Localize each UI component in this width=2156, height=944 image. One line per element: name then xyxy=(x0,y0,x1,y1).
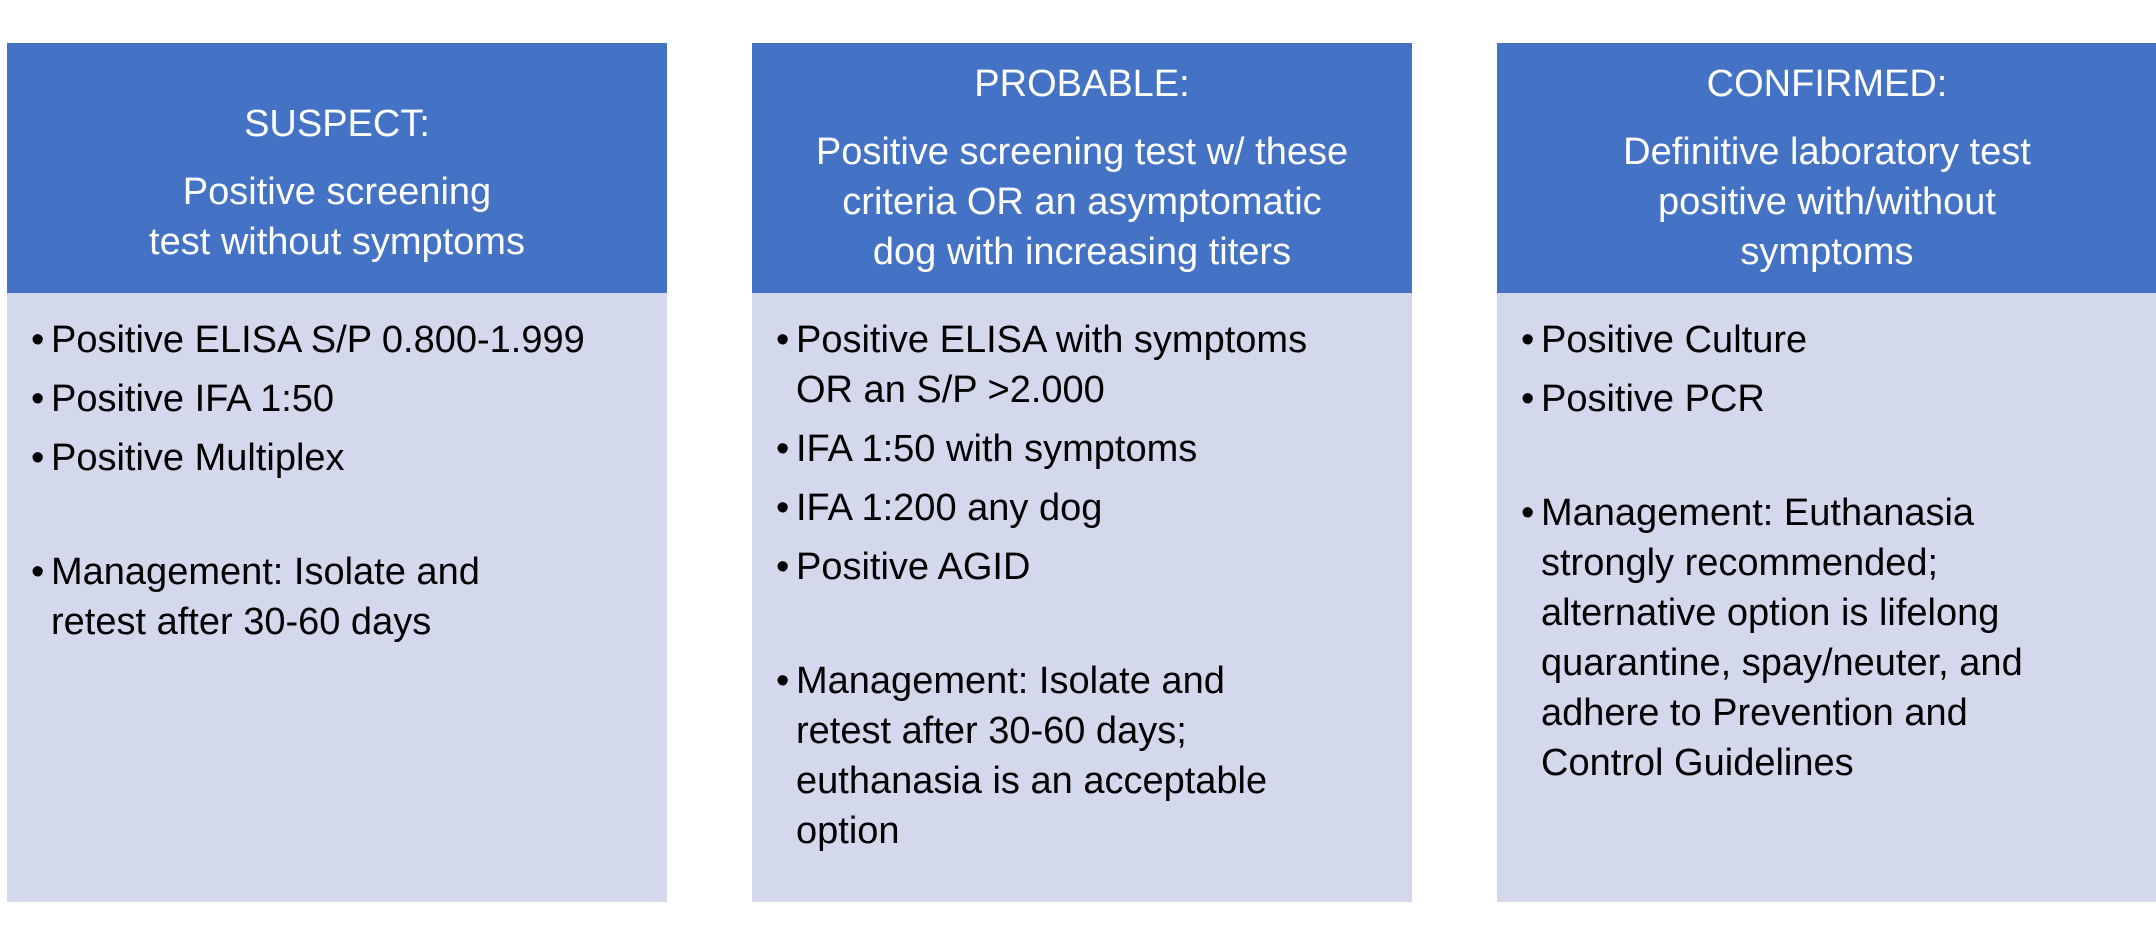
bullet-icon: • xyxy=(1521,492,1535,534)
probable-title: PROBABLE: xyxy=(974,63,1190,105)
bullet-icon: • xyxy=(1521,319,1535,361)
suspect-title: SUSPECT: xyxy=(244,103,430,145)
bullet-icon: • xyxy=(776,319,790,361)
bullet-icon: • xyxy=(31,319,45,361)
probable-criterion xyxy=(776,542,1388,592)
criterion-text: Positive AGID xyxy=(796,546,1031,588)
criterion-text: Positive Culture xyxy=(1541,319,1808,361)
confirmed-subtitle: Definitive laboratory test positive with/without symptoms xyxy=(1623,131,2031,273)
probable-criterion xyxy=(776,315,1388,415)
bullet-icon: • xyxy=(31,437,45,479)
spacer xyxy=(1521,433,2133,488)
spacer xyxy=(776,601,1388,656)
bullet-icon: • xyxy=(776,487,790,529)
suspect-panel xyxy=(7,43,667,902)
probable-criterion xyxy=(776,483,1388,533)
confirmed-panel xyxy=(1497,43,2156,902)
criterion-text: Positive Multiplex xyxy=(51,437,345,479)
bullet-icon: • xyxy=(31,378,45,420)
bullet-icon: • xyxy=(31,551,45,593)
probable-subtitle: Positive screening test w/ these criteria OR an asymptomatic dog with increasing titers xyxy=(815,131,1349,273)
confirmed-body xyxy=(1497,293,2156,788)
confirmed-criterion xyxy=(1521,315,2133,365)
confirmed-criterion xyxy=(1521,374,2133,424)
probable-body xyxy=(752,293,1412,856)
management-text: Management: Isolate and retest after 30-60 days; euthanasia is an acceptable option xyxy=(796,660,1268,852)
criterion-text: Positive IFA 1:50 xyxy=(51,378,335,420)
spacer xyxy=(31,492,643,547)
bullet-icon: • xyxy=(776,546,790,588)
criterion-text: IFA 1:200 any dog xyxy=(796,487,1103,529)
criterion-text: Positive ELISA S/P 0.800-1.999 xyxy=(51,319,585,361)
suspect-criterion xyxy=(31,315,643,365)
management-text: Management: Euthanasia strongly recommended; alternative option is lifelong quarantine, spay/neuter, and adhere to Prevention and Control Guidelines xyxy=(1541,492,2023,784)
bullet-icon: • xyxy=(776,428,790,470)
probable-header xyxy=(752,43,1412,293)
management-text: Management: Isolate and retest after 30-60 days xyxy=(51,551,480,643)
criterion-text: Positive PCR xyxy=(1541,378,1765,420)
probable-panel xyxy=(752,43,1412,902)
probable-management xyxy=(776,656,1388,856)
probable-criterion xyxy=(776,424,1388,474)
bullet-icon: • xyxy=(776,660,790,702)
suspect-subtitle: Positive screening test without symptoms xyxy=(149,171,525,263)
suspect-criterion xyxy=(31,433,643,483)
confirmed-title: CONFIRMED: xyxy=(1706,63,1948,105)
suspect-header xyxy=(7,43,667,293)
criterion-text: IFA 1:50 with symptoms xyxy=(796,428,1198,470)
suspect-criterion xyxy=(31,374,643,424)
confirmed-management xyxy=(1521,488,2133,788)
bullet-icon: • xyxy=(1521,378,1535,420)
criterion-text: Positive ELISA with symptoms OR an S/P >2.000 xyxy=(796,319,1308,411)
suspect-management xyxy=(31,547,643,647)
confirmed-header xyxy=(1497,43,2156,293)
suspect-body xyxy=(7,293,667,647)
